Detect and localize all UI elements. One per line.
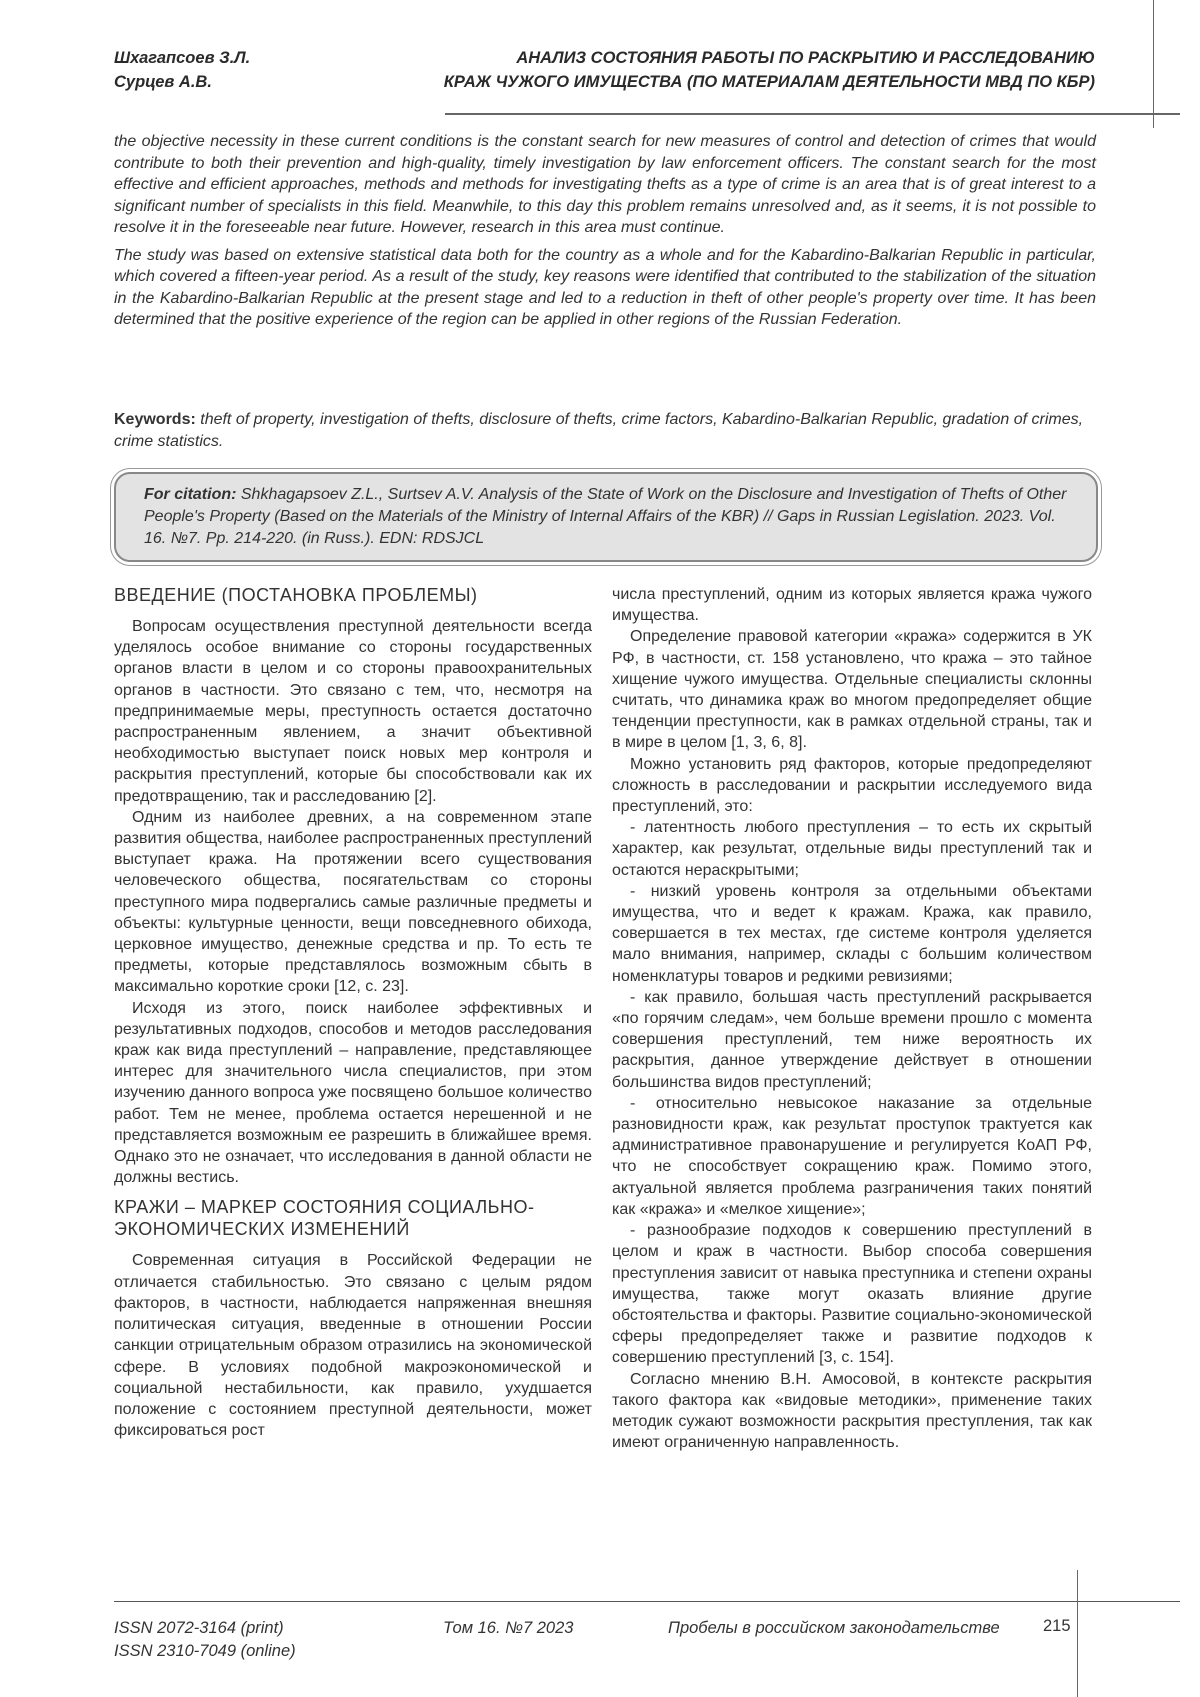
- citation-box: [114, 472, 1098, 562]
- keywords-label: Keywords:: [114, 411, 196, 428]
- footer-vertical-divider: [1077, 1570, 1078, 1697]
- running-header-title: [444, 46, 1095, 94]
- footer-issn: [114, 1617, 296, 1663]
- abstract-paragraph: The study was based on extensive statistical data both for the country as a whole and for the Kabardino-Balkarian Republic in particular, which covered a fifteen-year period. As a result of the study, key reasons were identified that contributed to the stabilization of the situation in the Kabardino-Balkarian Republic at the present stage and led to a reduction in theft of other people's property over time. It has been determined that the positive experience of the region can be applied in other regions of the Russian Federation.: [114, 245, 1096, 331]
- paragraph: Определение правовой категории «кража» содержится в УК РФ, в частности, ст. 158 установлено, что кража – это тайное хищение чужого имущества. Отдельные специалисты склонны считать, что динамика краж во многом предопределяет общие тенденции преступности, как в рамках отдельной страны, так и в мире в целом [1, 3, 6, 8].: [612, 626, 1092, 753]
- list-item: - как правило, большая часть преступлений раскрывается «по горячим следам», чем больше времени прошло с момента совершения преступлений, тем ниже вероятность их раскрытия, данное утверждение действует в отношении большинства видов преступлений;: [612, 987, 1092, 1093]
- keywords-text: theft of property, investigation of thefts, disclosure of thefts, crime factors, Kabardino-Balkarian Republic, gradation of crimes, crime statistics.: [114, 411, 1083, 450]
- list-item: - низкий уровень контроля за отдельными объектами имущества, что и ведет к кражам. Кража, как правило, совершается в тех местах, где системе контроля уделяется мало внимания, например, склады с большим количеством номенклатуры товаров и редкими ревизиями;: [612, 881, 1092, 987]
- footer-volume: Том 16. №7 2023: [443, 1617, 573, 1640]
- abstract-paragraph: the objective necessity in these current conditions is the constant search for new measures of control and detection of crimes that would contribute to both their prevention and high-quality, timely investigation by law enforcement officers. The constant search for the most effective and efficient approaches, methods and methods for investigating thefts as a type of crime is an area that is of great interest to a significant number of specialists in this field. Meanwhile, to this day this problem remains unresolved and, as it seems, it is not possible to resolve it in the foreseeable near future. However, research in this area must continue.: [114, 131, 1096, 239]
- list-item: - латентность любого преступления – то есть их скрытый характер, как результат, отдельные виды преступлений так и остаются нераскрытыми;: [612, 817, 1092, 881]
- list-item: - относительно невысокое наказание за отдельные разновидности краж, как результат проступок трактуется как административное правонарушение и регулируется КоАП РФ, что не способствует сокращению краж. Помимо этого, актуальной является проблема разграничения таких понятий как «кража» и «мелкое хищение»;: [612, 1093, 1092, 1220]
- paragraph: Исходя из этого, поиск наиболее эффективных и результативных подходов, способов и методов расследования краж как вида преступлений – направление, представляющее интерес для значительного числа специалистов, при этом изучению данного вопроса уже посвящено большое количество работ. Тем не менее, проблема остается нерешенной и не представляется возможным ее разрешить в ближайшее время. Однако это не означает, что исследования в данной области не должны вестись.: [114, 998, 592, 1189]
- paragraph: Можно установить ряд факторов, которые предопределяют сложность в расследовании и раскрытии исследуемого вида преступлений, это:: [612, 754, 1092, 818]
- list-item: - разнообразие подходов к совершению преступлений в целом и краж в частности. Выбор способа совершения преступления зависит от навыка преступника и степени охраны имущества, также могут оказать влияние другие обстоятельства и факторы. Развитие социально-экономической сферы предопределяет также и развитие подходов к совершению преступлений [3, с. 154].: [612, 1220, 1092, 1368]
- abstract: [114, 131, 1096, 337]
- issn-print: ISSN 2072-3164 (print): [114, 1617, 296, 1640]
- left-column: [114, 584, 592, 1441]
- right-column: [612, 584, 1092, 1453]
- running-header-authors: [114, 46, 250, 94]
- paragraph: Согласно мнению В.Н. Амосовой, в контексте раскрытия такого фактора как «видовые методики», применение таких методик сужают возможности раскрытия преступления, так как имеют ограниченную направленность.: [612, 1369, 1092, 1454]
- paragraph: Современная ситуация в Российской Федерации не отличается стабильностью. Это связано с целым рядом факторов, в частности, наблюдается напряженная внешняя политическая ситуация, введенные в отношении России санкции отрицательным образом отразились на экономической сфере. В условиях подобной макроэкономической и социальной нестабильности, как правило, ухудшается положение с состоянием преступной деятельности, может фиксироваться рост: [114, 1250, 592, 1441]
- paragraph: числа преступлений, одним из которых является кража чужого имущества.: [612, 584, 1092, 626]
- header-divider: [445, 113, 1180, 115]
- keywords: [114, 409, 1096, 452]
- title-line: КРАЖ ЧУЖОГО ИМУЩЕСТВА (ПО МАТЕРИАЛАМ ДЕЯТЕЛЬНОСТИ МВД ПО КБР): [444, 70, 1095, 94]
- page-number: 215: [1043, 1617, 1071, 1636]
- title-line: АНАЛИЗ СОСТОЯНИЯ РАБОТЫ ПО РАСКРЫТИЮ И РАССЛЕДОВАНИЮ: [444, 46, 1095, 70]
- document-page: [0, 0, 1200, 1697]
- author-name: Сурцев А.В.: [114, 70, 250, 94]
- issn-online: ISSN 2310-7049 (online): [114, 1640, 296, 1663]
- citation-text: Shkhagapsoev Z.L., Surtsev A.V. Analysis of the State of Work on the Disclosure and Investigation of Thefts of Other People's Property (Based on the Materials of the Ministry of Internal Affairs of the KBR) // Gaps in Russian Legislation. 2023. Vol. 16. №7. Pp. 214-220. (in Russ.). EDN: RDSJCL: [144, 486, 1066, 547]
- footer-journal: Пробелы в российском законодательстве: [668, 1617, 1000, 1640]
- citation-label: For citation:: [144, 486, 236, 503]
- section-heading: ВВЕДЕНИЕ (ПОСТАНОВКА ПРОБЛЕМЫ): [114, 584, 592, 606]
- header-vertical-divider: [1153, 0, 1154, 128]
- paragraph: Одним из наиболее древних, а на современном этапе развития общества, наиболее распространенных преступлений выступает кража. На протяжении всего существования человеческого общества, посягательствам со стороны преступного мира подвергались самые различные предметы и объекты: культурные ценности, вещи повседневного обихода, церковное имущество, денежные средства и пр. То есть те предметы, которые представлялось возможным сбыть в максимально короткие сроки [12, с. 23].: [114, 807, 592, 998]
- footer-divider: [114, 1601, 1180, 1602]
- paragraph: Вопросам осуществления преступной деятельности всегда уделялось особое внимание со стороны государственных органов власти в целом и со стороны правоохранительных органов в частности. Это связано с тем, что, несмотря на предпринимаемые меры, преступность остается достаточно распространенным явлением, а значит объективной необходимостью выступает поиск новых мер контроля и раскрытия преступлений, которые бы способствовали как их предотвращению, так и расследованию [2].: [114, 616, 592, 807]
- section-heading: КРАЖИ – МАРКЕР СОСТОЯНИЯ СОЦИАЛЬНО-ЭКОНОМИЧЕСКИХ ИЗМЕНЕНИЙ: [114, 1196, 592, 1240]
- author-name: Шхагапсоев З.Л.: [114, 46, 250, 70]
